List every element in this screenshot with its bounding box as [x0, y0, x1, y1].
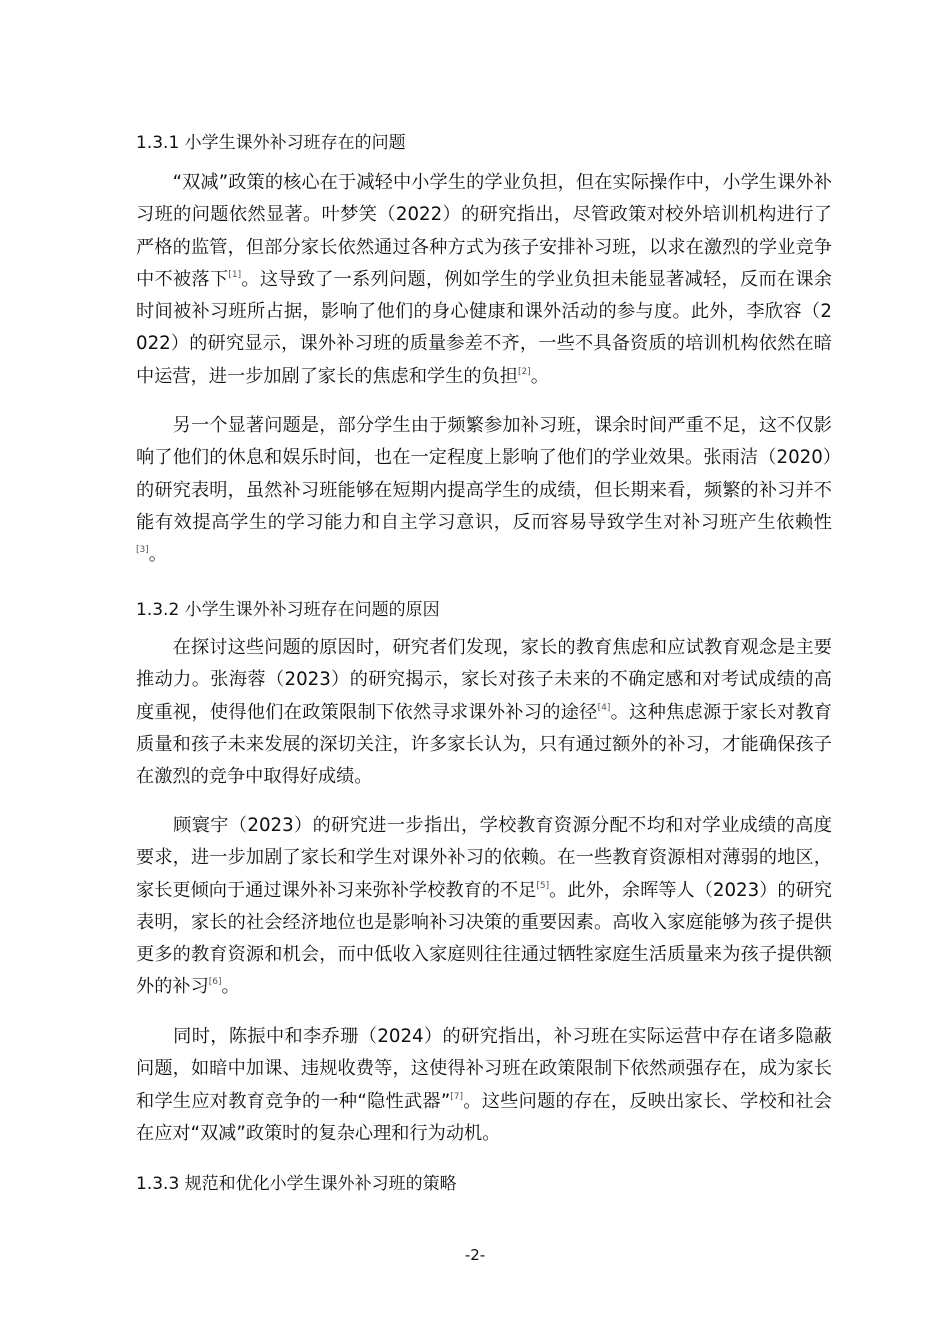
paragraph [136, 632, 832, 793]
citation: [2] [517, 366, 531, 377]
paragraph-text: 在探讨这些问题的原因时，研究者们发现，家长的教育焦虑和应试教育观念是主要推动力。张海蓉（2023）的研究揭示，家长对孩子未来的不确定感和对考试成绩的高度重视，使得他们在政策限制下依然寻求课外补习的途径 [136, 637, 832, 723]
paragraph-text: 另一个显著问题是，部分学生由于频繁参加补习班，课余时间严重不足，这不仅影响了他们的休息和娱乐时间，也在一定程度上影响了他们的学业效果。张雨洁（2020）的研究表明，虽然补习班能够在短期内提高学生的成绩，但长期来看，频繁的补习并不能有效提高学生的学习能力和自主学习意识，反而容易导致学生对补习班产生依赖性 [136, 415, 832, 533]
paragraph-text: 。这导致了一系列问题，例如学生的学业负担未能显著减轻，反而在课余时间被补习班所占据，影响了他们的身心健康和课外活动的参与度。此外，李欣容（2022）的研究显示，课外补习班的质量参差不齐，一些不具备资质的培训机构依然在暗中运营，进一步加剧了家长的焦虑和学生的负担 [136, 268, 832, 387]
paragraph [136, 810, 832, 1004]
citation: [5] [536, 880, 550, 891]
citation: [1] [228, 269, 242, 280]
paragraph-text: 。 [530, 365, 549, 387]
paragraph-text: 。此外，余晖等人（2023）的研究表明，家长的社会经济地位也是影响补习决策的重要因素。高收入家庭能够为孩子提供更多的教育资源和机会，而中低收入家庭则往往通过牺牲家庭生活质量来为孩子提供额外的补习 [136, 879, 832, 998]
paragraph-text: 。这些问题的存在，反映出家长、学校和社会在应对“双减”政策时的复杂心理和行为动机。 [136, 1090, 832, 1144]
page-number: -2- [464, 1246, 486, 1264]
paragraph [136, 167, 832, 393]
section-heading: 1.3.1 小学生课外补习班存在的问题 [136, 133, 406, 153]
paragraph-text: 。 [148, 544, 167, 566]
citation: [7] [450, 1091, 464, 1102]
paragraph-text: 。这种焦虑源于家长对教育质量和孩子未来发展的深切关注，许多家长认为，只有通过额外的补习，才能确保孩子在激烈的竞争中取得好成绩。 [136, 701, 832, 788]
paragraph-text: 。 [221, 976, 240, 998]
paragraph [136, 410, 832, 571]
section-heading: 1.3.3 规范和优化小学生课外补习班的策略 [136, 1174, 457, 1194]
paragraph-text: 顾寰宇（2023）的研究进一步指出，学校教育资源分配不均和对学业成绩的高度要求，进一步加剧了家长和学生对课外补习的依赖。在一些教育资源相对薄弱的地区，家长更倾向于通过课外补习来弥补学校教育的不足 [136, 815, 832, 901]
paragraph [136, 1021, 832, 1150]
paragraph-text: 同时，陈振中和李乔珊（2024）的研究指出，补习班在实际运营中存在诸多隐蔽问题，如暗中加课、违规收费等，这使得补习班在政策限制下依然顽强存在，成为家长和学生应对教育竞争的一种“隐性武器” [136, 1026, 832, 1112]
paragraph-text: “双减”政策的核心在于减轻中小学生的学业负担，但在实际操作中，小学生课外补习班的问题依然显著。叶梦笑（2022）的研究指出，尽管政策对校外培训机构进行了严格的监管，但部分家长依然通过各种方式为孩子安排补习班，以求在激烈的学业竞争中不被落下 [136, 172, 832, 290]
citation: [3] [136, 545, 149, 556]
citation: [6] [208, 977, 222, 988]
section-heading: 1.3.2 小学生课外补习班存在问题的原因 [136, 600, 440, 620]
citation: [4] [597, 702, 611, 713]
